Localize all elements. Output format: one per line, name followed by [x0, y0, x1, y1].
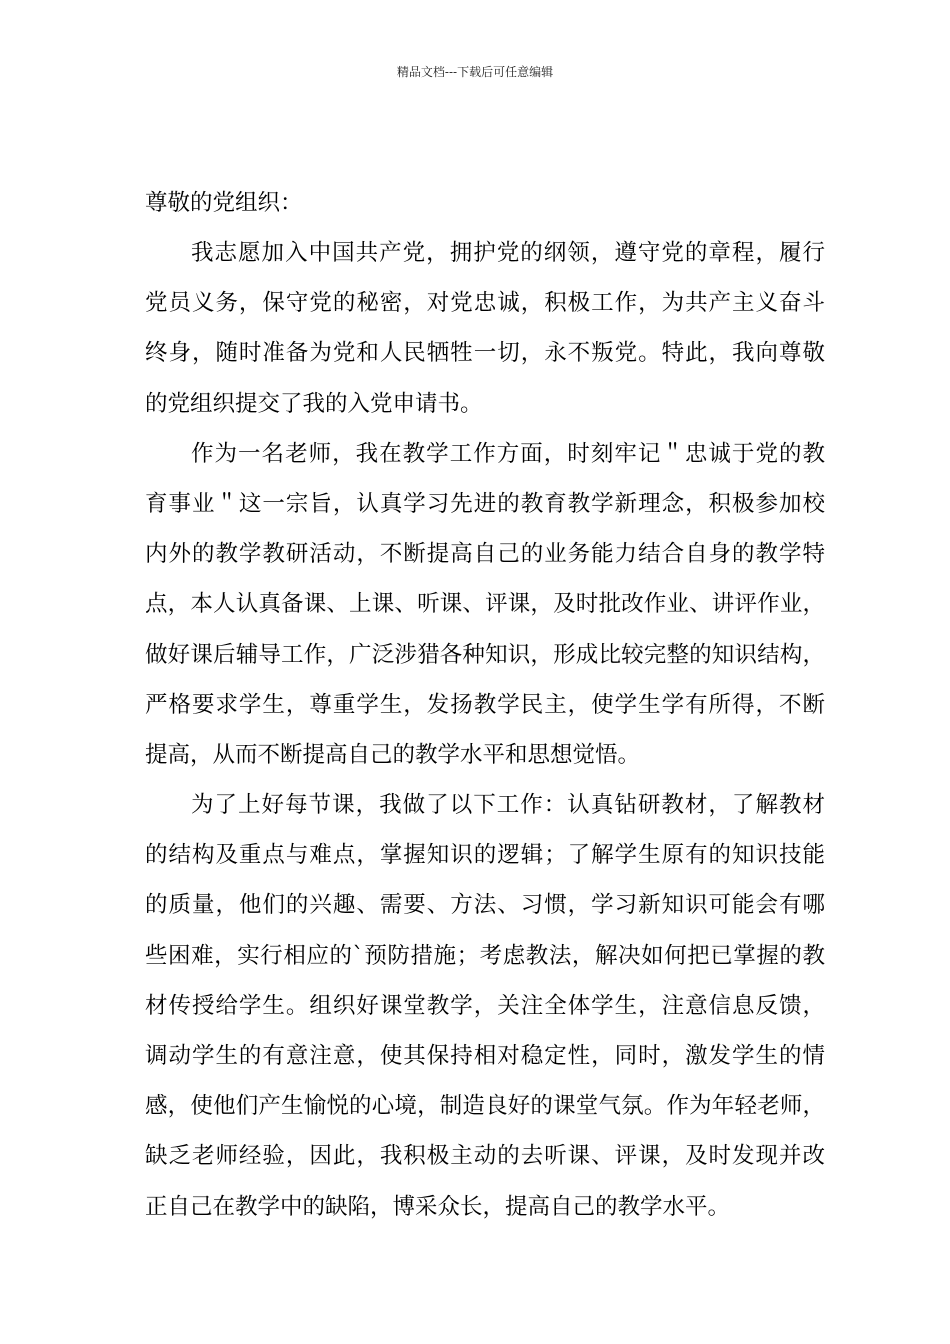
paragraph-line: 党员义务，保守党的秘密，对党忠诚，积极工作，为共产主义奋斗	[145, 290, 825, 317]
paragraph-line: 做好课后辅导工作，广泛涉猎各种知识，形成比较完整的知识结构，	[145, 641, 825, 668]
page-header: 精品文档---下载后可任意编辑	[396, 65, 554, 79]
paragraph-line: 缺乏老师经验，因此，我积极主动的去听课、评课，及时发现并改	[145, 1143, 825, 1170]
paragraph-line: 育事业＂这一宗旨，认真学习先进的教育教学新理念，积极参加校	[145, 490, 825, 517]
paragraph-2	[145, 429, 825, 780]
paragraph-line: 材传授给学生。组织好课堂教学，关注全体学生，注意信息反馈，	[145, 992, 825, 1019]
paragraph-line: 感，使他们产生愉悦的心境，制造良好的课堂气氛。作为年轻老师，	[145, 1093, 825, 1120]
paragraph-line: 正自己在教学中的缺陷，博采众长，提高自己的教学水平。	[145, 1193, 731, 1220]
paragraph-1	[145, 228, 825, 429]
paragraph-line: 点，本人认真备课、上课、听课、评课，及时批改作业、讲评作业，	[145, 591, 825, 618]
paragraph-line: 提高，从而不断提高自己的教学水平和思想觉悟。	[145, 741, 641, 768]
paragraph-line: 的结构及重点与难点，掌握知识的逻辑；了解学生原有的知识技能	[145, 842, 825, 869]
paragraph-line: 作为一名老师，我在教学工作方面，时刻牢记＂忠诚于党的教	[191, 440, 825, 467]
letter-body	[145, 178, 825, 1232]
salutation: 尊敬的党组织：	[145, 190, 303, 216]
paragraph-line: 内外的教学教研活动，不断提高自己的业务能力结合自身的教学特	[145, 541, 825, 568]
paragraph-line: 为了上好每节课，我做了以下工作：认真钻研教材，了解教材	[191, 792, 825, 819]
paragraph-line: 些困难，实行相应的`预防措施；考虑教法，解决如何把已掌握的教	[145, 942, 825, 969]
paragraph-line: 终身，随时准备为党和人民牺牲一切，永不叛党。特此，我向尊敬	[145, 340, 825, 367]
paragraph-3	[145, 780, 825, 1232]
paragraph-line: 的党组织提交了我的入党申请书。	[145, 390, 483, 417]
paragraph-line: 的质量，他们的兴趣、需要、方法、习惯，学习新知识可能会有哪	[145, 892, 825, 919]
paragraph-line: 严格要求学生，尊重学生，发扬教学民主，使学生学有所得，不断	[145, 691, 825, 718]
paragraph-line: 调动学生的有意注意，使其保持相对稳定性，同时，激发学生的情	[145, 1043, 825, 1069]
paragraph-line: 我志愿加入中国共产党，拥护党的纲领，遵守党的章程，履行	[191, 240, 825, 266]
